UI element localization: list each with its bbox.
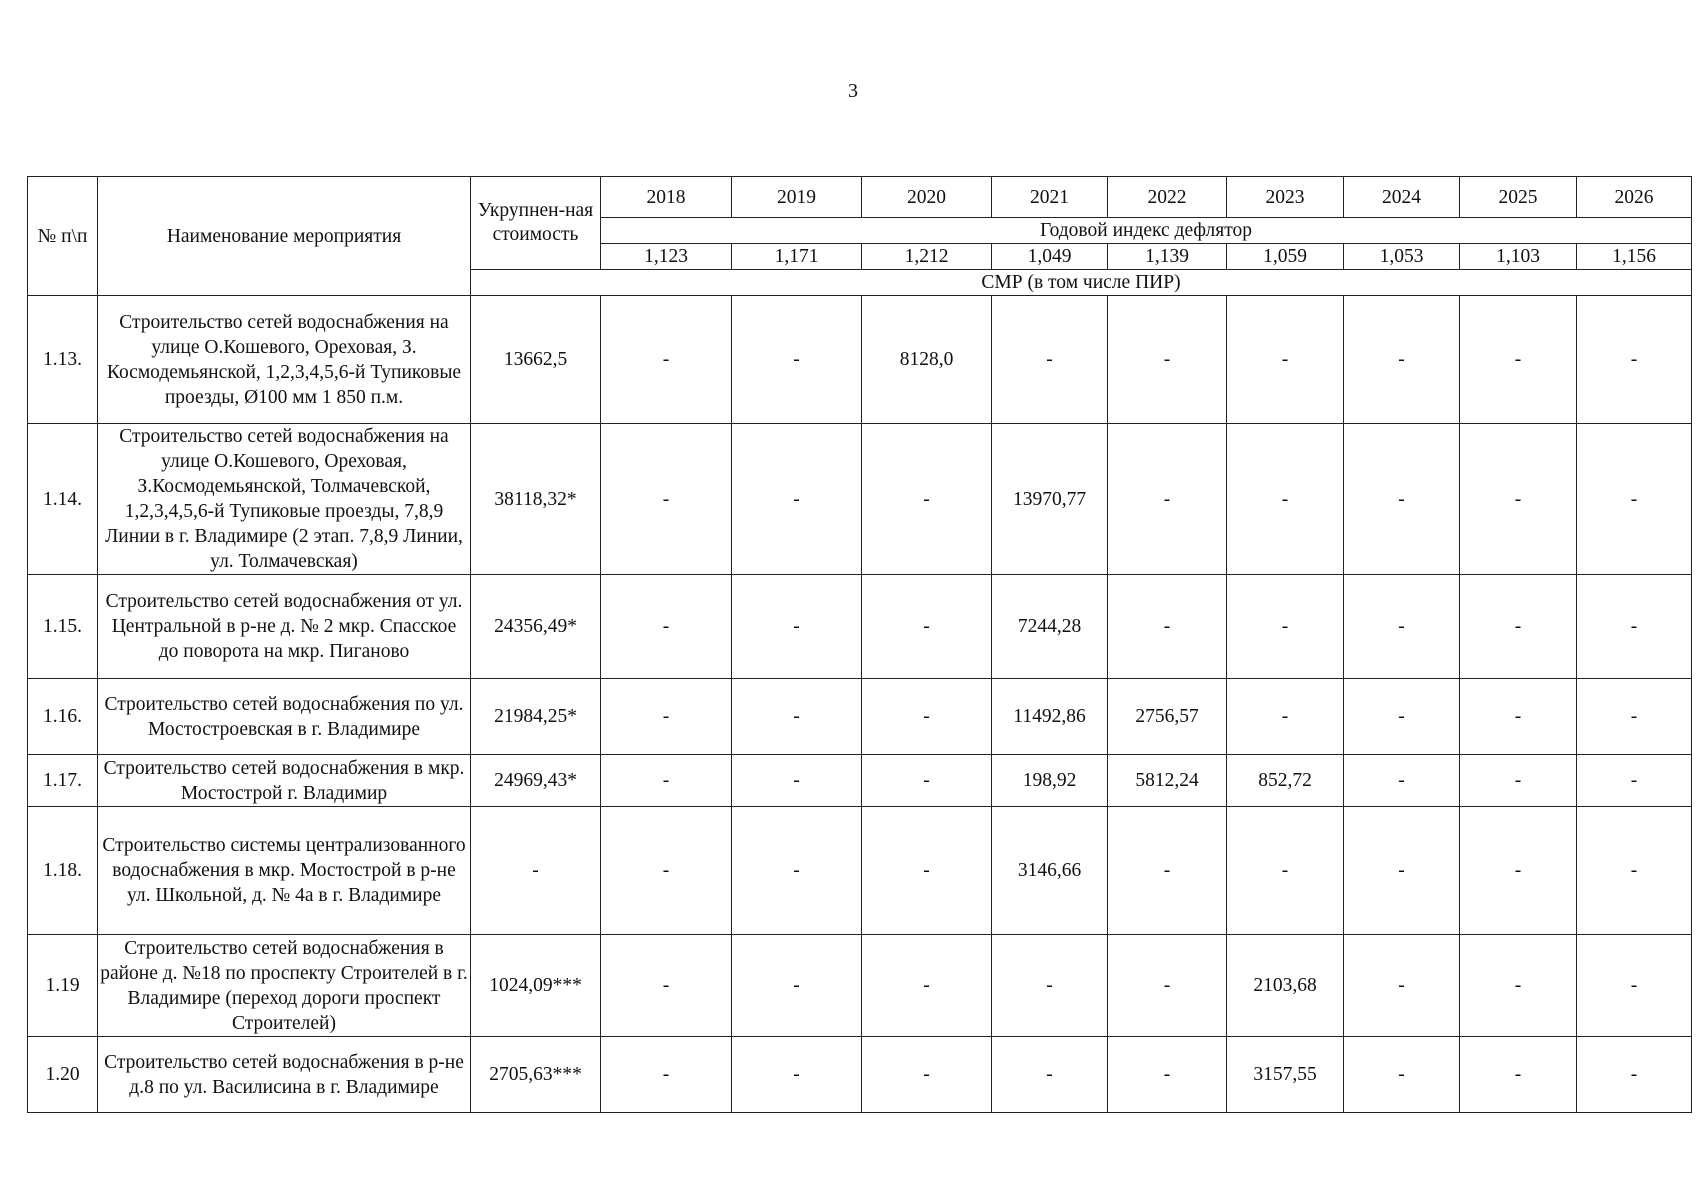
table-row [28, 424, 1692, 575]
header-no: № п\п [28, 177, 98, 296]
row-year-value: - [732, 755, 862, 807]
header-cost: Укрупнен-ная стоимость [471, 177, 601, 270]
row-year-value: - [1577, 424, 1692, 575]
row-cost: 1024,09*** [471, 935, 601, 1037]
row-year-value: - [1108, 1037, 1227, 1113]
row-year-value: - [1460, 575, 1577, 679]
row-name: Строительство сетей водоснабжения в мкр. Мостострой г. Владимир [98, 755, 471, 807]
header-year: 2020 [862, 177, 992, 218]
deflator-value: 1,171 [732, 244, 862, 270]
header-year: 2018 [601, 177, 732, 218]
row-year-value: - [862, 755, 992, 807]
table-row [28, 575, 1692, 679]
row-year-value: - [1577, 1037, 1692, 1113]
row-year-value: - [1577, 807, 1692, 935]
row-year-value: - [1577, 755, 1692, 807]
row-year-value: 2103,68 [1227, 935, 1344, 1037]
table-row [28, 679, 1692, 755]
header-year: 2026 [1577, 177, 1692, 218]
table-row [28, 296, 1692, 424]
row-year-value: - [1460, 935, 1577, 1037]
header-year: 2025 [1460, 177, 1577, 218]
row-year-value: - [1108, 807, 1227, 935]
row-name: Строительство сетей водоснабжения на улице О.Кошевого, Ореховая, З.Космодемьянской, Толмачевской, 1,2,3,4,5,6-й Тупиковые проезды, 7,8,9 Линии в г. Владимире (2 этап. 7,8,9 Линии, ул. Толмачевская) [98, 424, 471, 575]
row-year-value: - [992, 1037, 1108, 1113]
row-year-value: - [1344, 1037, 1460, 1113]
deflator-label: Годовой индекс дефлятор [601, 218, 1692, 244]
row-number: 1.16. [28, 679, 98, 755]
row-year-value: - [1344, 935, 1460, 1037]
header-year: 2019 [732, 177, 862, 218]
row-year-value: 8128,0 [862, 296, 992, 424]
row-year-value: - [732, 935, 862, 1037]
row-year-value: - [1227, 424, 1344, 575]
row-number: 1.18. [28, 807, 98, 935]
row-name: Строительство сетей водоснабжения в р-не д.8 по ул. Василисина в г. Владимире [98, 1037, 471, 1113]
row-year-value: - [732, 575, 862, 679]
row-year-value: - [1108, 296, 1227, 424]
row-year-value: 3157,55 [1227, 1037, 1344, 1113]
row-year-value: - [1460, 1037, 1577, 1113]
row-year-value: - [732, 424, 862, 575]
row-year-value: 7244,28 [992, 575, 1108, 679]
investment-table [27, 176, 1692, 1113]
header-year: 2023 [1227, 177, 1344, 218]
header-name: Наименование мероприятия [98, 177, 471, 296]
deflator-value: 1,156 [1577, 244, 1692, 270]
deflator-value: 1,049 [992, 244, 1108, 270]
row-year-value: - [1577, 935, 1692, 1037]
row-cost: 21984,25* [471, 679, 601, 755]
row-name: Строительство сетей водоснабжения по ул. Мостостроевская в г. Владимире [98, 679, 471, 755]
row-year-value: - [732, 807, 862, 935]
deflator-value: 1,059 [1227, 244, 1344, 270]
row-year-value: 852,72 [1227, 755, 1344, 807]
row-year-value: - [862, 807, 992, 935]
table-row [28, 1037, 1692, 1113]
row-number: 1.14. [28, 424, 98, 575]
row-number: 1.13. [28, 296, 98, 424]
row-year-value: - [601, 424, 732, 575]
row-year-value: - [1577, 679, 1692, 755]
row-year-value: - [992, 935, 1108, 1037]
row-year-value: - [601, 575, 732, 679]
row-number: 1.15. [28, 575, 98, 679]
row-year-value: - [1108, 424, 1227, 575]
row-year-value: - [1108, 935, 1227, 1037]
row-year-value: - [992, 296, 1108, 424]
row-year-value: - [1460, 755, 1577, 807]
row-name: Строительство системы централизованного водоснабжения в мкр. Мостострой в р-не ул. Школьной, д. № 4а в г. Владимире [98, 807, 471, 935]
table-row [28, 755, 1692, 807]
row-year-value: - [601, 755, 732, 807]
row-year-value: - [1460, 424, 1577, 575]
row-year-value: - [1227, 575, 1344, 679]
page-number: 3 [848, 80, 858, 102]
row-year-value: - [601, 1037, 732, 1113]
row-year-value: - [601, 679, 732, 755]
row-cost: 38118,32* [471, 424, 601, 575]
row-year-value: 2756,57 [1108, 679, 1227, 755]
row-year-value: - [601, 296, 732, 424]
row-year-value: - [862, 424, 992, 575]
row-year-value: 13970,77 [992, 424, 1108, 575]
row-year-value: - [601, 935, 732, 1037]
deflator-value: 1,123 [601, 244, 732, 270]
header-year: 2022 [1108, 177, 1227, 218]
row-year-value: - [1577, 296, 1692, 424]
row-year-value: - [732, 1037, 862, 1113]
row-year-value: - [862, 1037, 992, 1113]
deflator-value: 1,139 [1108, 244, 1227, 270]
row-cost: 24356,49* [471, 575, 601, 679]
deflator-value: 1,103 [1460, 244, 1577, 270]
row-year-value: - [1344, 424, 1460, 575]
row-year-value: - [732, 296, 862, 424]
deflator-value: 1,212 [862, 244, 992, 270]
row-year-value: - [1460, 807, 1577, 935]
row-year-value: - [1227, 679, 1344, 755]
row-year-value: - [1344, 755, 1460, 807]
row-name: Строительство сетей водоснабжения от ул. Центральной в р-не д. № 2 мкр. Спасское до поворота на мкр. Пиганово [98, 575, 471, 679]
row-year-value: 198,92 [992, 755, 1108, 807]
row-year-value: - [1460, 296, 1577, 424]
row-year-value: - [1227, 807, 1344, 935]
row-number: 1.20 [28, 1037, 98, 1113]
row-year-value: - [862, 935, 992, 1037]
row-year-value: - [862, 575, 992, 679]
row-number: 1.19 [28, 935, 98, 1037]
row-year-value: 3146,66 [992, 807, 1108, 935]
row-year-value: - [732, 679, 862, 755]
row-year-value: - [1344, 807, 1460, 935]
smr-label: СМР (в том числе ПИР) [471, 270, 1692, 296]
row-cost: 13662,5 [471, 296, 601, 424]
row-year-value: - [1577, 575, 1692, 679]
row-year-value: - [1344, 679, 1460, 755]
row-year-value: - [601, 807, 732, 935]
row-number: 1.17. [28, 755, 98, 807]
row-cost: 2705,63*** [471, 1037, 601, 1113]
row-year-value: - [1344, 296, 1460, 424]
row-cost: - [471, 807, 601, 935]
header-year: 2024 [1344, 177, 1460, 218]
row-year-value: - [862, 679, 992, 755]
row-year-value: 11492,86 [992, 679, 1108, 755]
header-year: 2021 [992, 177, 1108, 218]
table-row [28, 807, 1692, 935]
row-year-value: - [1460, 679, 1577, 755]
row-year-value: 5812,24 [1108, 755, 1227, 807]
row-year-value: - [1344, 575, 1460, 679]
table-row [28, 935, 1692, 1037]
row-cost: 24969,43* [471, 755, 601, 807]
deflator-value: 1,053 [1344, 244, 1460, 270]
row-name: Строительство сетей водоснабжения в районе д. №18 по проспекту Строителей в г. Владимире (переход дороги проспект Строителей) [98, 935, 471, 1037]
row-year-value: - [1227, 296, 1344, 424]
row-year-value: - [1108, 575, 1227, 679]
row-name: Строительство сетей водоснабжения на улице О.Кошевого, Ореховая, З. Космодемьянской, 1,2,3,4,5,6-й Тупиковые проезды, Ø100 мм 1 850 п.м. [98, 296, 471, 424]
